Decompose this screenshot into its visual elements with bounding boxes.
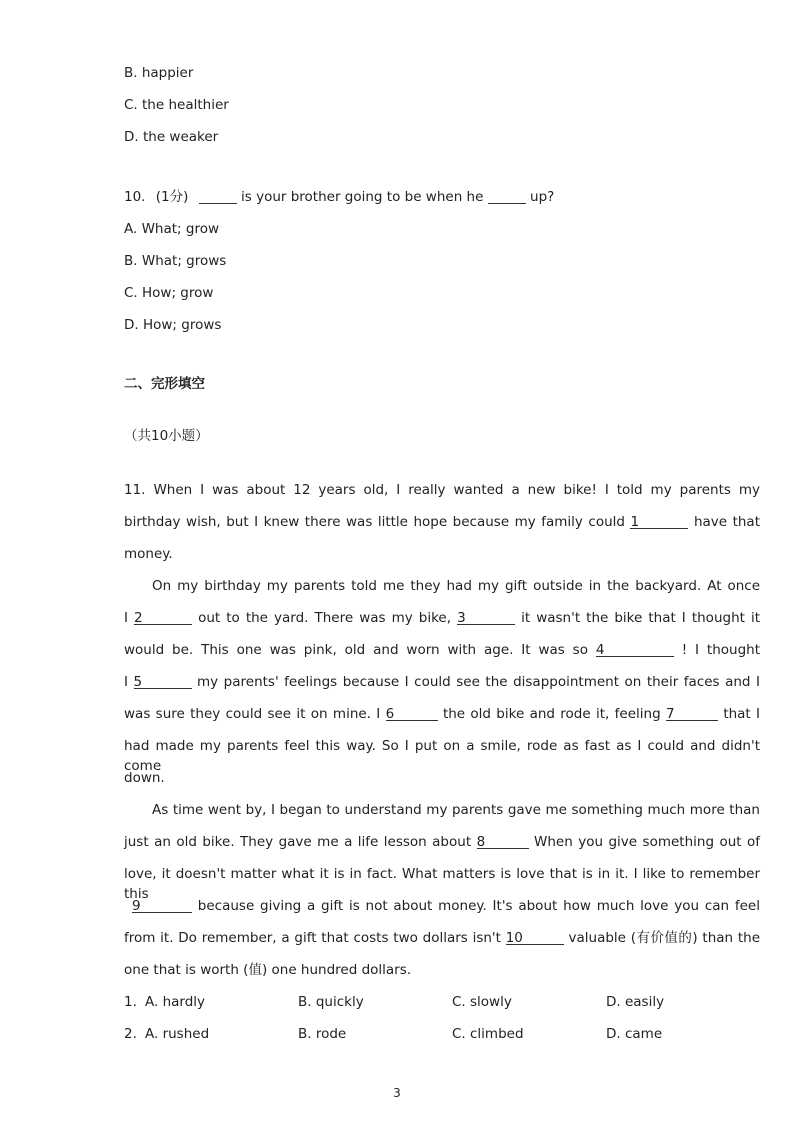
q9-option-d: D. the weaker (124, 129, 219, 145)
section-count: （共10小题） (124, 428, 209, 444)
passage-text: my parents' feelings because I could see the disappointment on their faces and I (197, 674, 760, 690)
blank-5: 5 (134, 672, 192, 692)
passage-text: birthday wish, but I knew there was little hope because my family could (124, 514, 625, 530)
passage-text: have that (693, 514, 760, 530)
passage-text: because giving a gift is not about money. It's about how much love you can feel (197, 898, 760, 914)
passage-text: I (124, 674, 128, 690)
passage-text: from it. Do remember, a gift that costs two dollars isn't (124, 930, 501, 946)
q10-blank-1 (199, 187, 237, 207)
option-d: D. came (606, 1026, 663, 1042)
blank-7: 7 (666, 704, 718, 724)
passage-text: had made my parents feel this way. So I put on a smile, rode as fast as I could and didn't come (124, 738, 760, 774)
q9-option-b: B. happier (124, 65, 194, 81)
blank-9: 9 (132, 896, 192, 916)
q10-option-c: C. How; grow (124, 285, 214, 301)
passage-line-5 (124, 608, 760, 628)
option-a: A. rushed (145, 1026, 210, 1042)
option-d: D. easily (606, 994, 665, 1010)
q10-text-1: is your brother going to be when he (241, 189, 484, 205)
passage-line-10: down. (124, 770, 165, 786)
passage-line-8 (124, 704, 760, 724)
blank-6: 6 (386, 704, 438, 724)
passage-text: that I (723, 706, 761, 722)
passage-text: When I was about 12 years old, I really wanted a new bike! I told my parents my (153, 482, 760, 498)
passage-line-1 (124, 480, 760, 500)
q10-text-2: up? (530, 189, 555, 205)
passage-text: just an old bike. They gave me a life lesson about (124, 834, 472, 850)
passage-text: valuable (有价值的) than the (568, 930, 761, 946)
passage-text: ! I thought (681, 642, 761, 658)
option-a: A. hardly (145, 994, 206, 1010)
passage-text: When you give something out of (534, 834, 761, 850)
passage-text: it wasn't the bike that I thought it (521, 610, 761, 626)
blank-10: 10 (506, 928, 564, 948)
q10-option-d: D. How; grows (124, 317, 222, 333)
passage-line-14 (124, 896, 760, 916)
passage-text: the old bike and rode it, feeling (442, 706, 661, 722)
passage-text: I (124, 610, 128, 626)
option-b: B. quickly (298, 994, 364, 1010)
blank-1: 1 (630, 512, 688, 532)
passage-line-9 (124, 736, 760, 776)
passage-text: was sure they could see it on mine. I (124, 706, 381, 722)
blank-8: 8 (477, 832, 529, 852)
q10-option-b: B. What; grows (124, 253, 227, 269)
page-number: 3 (393, 1086, 401, 1100)
passage-text: On my birthday my parents told me they had my gift outside in the backyard. At once (152, 578, 760, 594)
passage-text: out to the yard. There was my bike, (198, 610, 452, 626)
answer-number: 2. (124, 1026, 137, 1042)
q10-score: (1分) (155, 189, 189, 205)
passage-line-12 (124, 832, 760, 852)
passage-line-16: one that is worth (值) one hundred dollars. (124, 962, 412, 978)
blank-4: 4 (596, 640, 674, 660)
blank-2: 2 (134, 608, 192, 628)
option-b: B. rode (298, 1026, 347, 1042)
blank-3: 3 (457, 608, 515, 628)
passage-text: As time went by, I began to understand my parents gave me something much more than (152, 802, 760, 818)
section-title: 二、完形填空 (124, 376, 205, 392)
q10-blank-2 (488, 187, 526, 207)
passage-line-15 (124, 928, 760, 948)
passage-line-4 (152, 576, 760, 596)
q10-number: 10. (124, 189, 146, 205)
passage-line-2 (124, 512, 760, 532)
passage-line-6 (124, 640, 760, 660)
passage-line-3: money. (124, 546, 173, 562)
q9-option-c: C. the healthier (124, 97, 229, 113)
q10-option-a: A. What; grow (124, 221, 220, 237)
passage-line-11 (152, 800, 760, 820)
passage-text: would be. This one was pink, old and worn with age. It was so (124, 642, 588, 658)
passage-line-7 (124, 672, 760, 692)
option-c: C. climbed (452, 1026, 524, 1042)
q10-stem (124, 187, 554, 207)
option-c: C. slowly (452, 994, 512, 1010)
question-number: 11. (124, 482, 146, 498)
passage-text: love, it doesn't matter what it is in fact. What matters is love that is in it. I like to remember this (124, 866, 760, 902)
answer-number: 1. (124, 994, 137, 1010)
